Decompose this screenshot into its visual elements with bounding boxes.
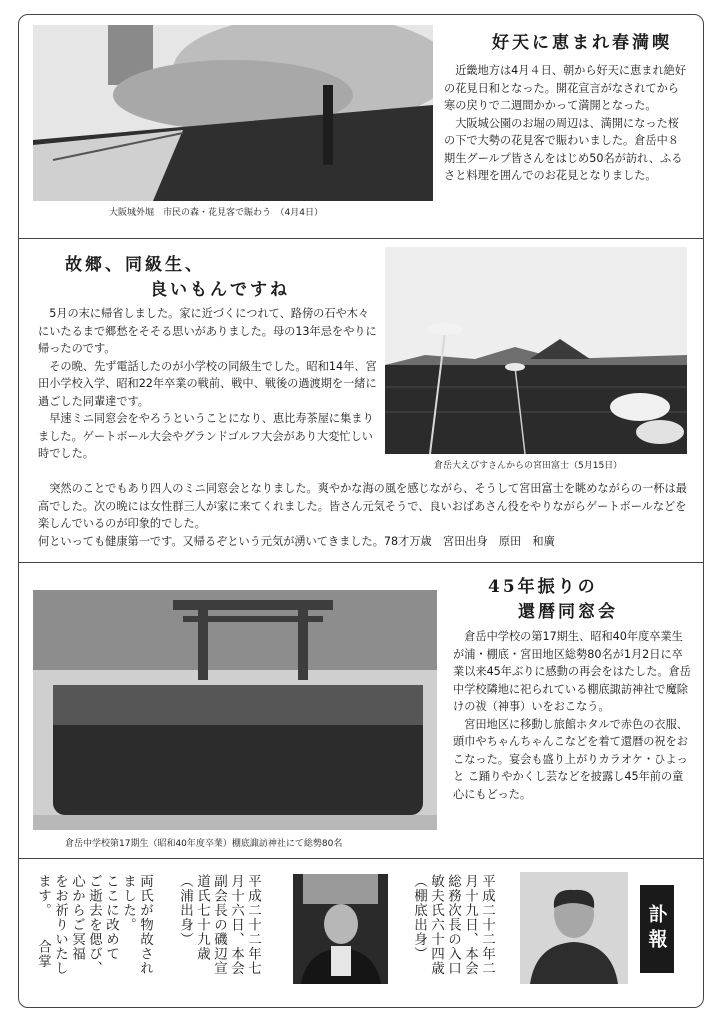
obit-line: をお祈りいたし (52, 874, 68, 976)
section-title-2b: 良いもんですね (150, 280, 290, 300)
obit-line: （棚底出身） (411, 874, 427, 961)
obit-line: 総務次長の入口 (445, 874, 461, 976)
reunion-illustration (33, 590, 437, 830)
obit-line: 月十九日、本会 (462, 874, 478, 976)
section-title-2a: 故郷、同級生、 (65, 255, 205, 275)
obit-line: ご逝去を偲び、 (86, 874, 102, 976)
paragraph: 5月の末に帰省しました。家に近づくにつれて、路傍の石や木々にいたるまで郷愁をそそる思いがありました。母の13年忌をやりに帰ったのです。 (38, 307, 377, 355)
section-title-1: 好天に恵まれ春満喫 (492, 33, 672, 53)
article-body-2-wide (38, 480, 688, 550)
obituary-label: 訃報 (640, 885, 674, 973)
portrait-photo-left (293, 874, 388, 984)
obit-line: 心からご冥福 (69, 874, 85, 961)
paragraph: その晩、先ず電話したのが小学校の同級生でした。昭和14年、宮田小学校入学、昭和22年卒業の戦前、戦中、戦後の過渡期を一緒に過ごした同輩達です。 (38, 359, 377, 408)
cherry-blossom-photo (33, 25, 433, 201)
article-body-3 (453, 628, 693, 803)
divider-2 (18, 562, 704, 563)
portrait-right-illustration (520, 872, 628, 984)
paragraph: 宮田地区に移動し旅館ホタルで赤色の衣服、頭巾やちゃんちゃんこなどを着て還暦の祝をおこなった。宴会も盛り上がりカラオケ・ひよっと こ踊りやかくし芸などを披露し45年前の童心にもどった。 (453, 717, 688, 801)
divider-1 (18, 238, 704, 239)
divider-3 (18, 858, 704, 859)
obit-line: 平成二十二年二 (479, 874, 495, 976)
section-title-3b: 還暦同窓会 (518, 602, 618, 622)
article-body-2 (38, 305, 380, 463)
obit-line: 月十六日、本会 (228, 874, 244, 976)
paragraph: 倉岳中学校の第17期生、昭和40年度卒業生が浦・棚底・宮田地区総勢80名が1月2日に卒業以来45年ぶりに感動の再会をはたした。倉岳中学校隣地に祀られている棚底諏訪神社で魔除けの祓（神事）いをおこなう。 (453, 630, 691, 713)
miyata-fuji-photo (385, 247, 687, 454)
paragraph: 大阪城公園のお堀の周辺は、満開になった桜の下で大勢の花見客で賑わいました。倉岳中８期生グールプ皆さんをはじめ50名が訪れ、ふるさと料理を囲んでのお花見となりました。 (444, 116, 683, 182)
obit-line: 副会長の磯辺宣 (211, 874, 227, 976)
portrait-left-illustration (293, 874, 388, 984)
photo-caption-1: 大阪城外堀 市民の森・花見客で賑わう （4月4日） (109, 208, 323, 218)
paragraph: 突然のことでもあり四人のミニ同窓会となりました。爽やかな海の風を感じながら、そうして宮田富士を眺めながらの一杯は最高でした。次の晩には女性群三人が家に来てくれました。皆さん元気そうで、良いおばあさん役をやりながらゲートボールなどを楽しんでいるのが印象的でした。 (38, 482, 687, 530)
obituary-column-middle (176, 874, 261, 994)
miyata-fuji-illustration (385, 247, 687, 454)
obit-line: （浦出身） (177, 874, 193, 947)
obit-line: 敏夫氏六十四歳 (428, 874, 444, 976)
obit-line: ます。 合掌 (35, 874, 51, 969)
paragraph: 早速ミニ同窓会をやろうということになり、恵比寿茶屋に集まりました。ゲートボール大会やグランドゴルフ大会があり大変忙しい時でした。 (38, 412, 374, 460)
obituary-column-left (34, 874, 153, 994)
paragraph: 何といっても健康第一です。又帰るぞという元気が湧いてきました。78才万歳 宮田出身 原田 和廣 (38, 534, 555, 548)
reunion-group-photo (33, 590, 437, 830)
portrait-photo-right (520, 872, 628, 984)
obit-line: ここに改めて (103, 874, 119, 961)
obit-line: 道氏七十九歳 (194, 874, 210, 961)
photo-caption-3: 倉岳中学校第17期生（昭和40年度卒業）棚底諏訪神社にて総勢80名 (65, 839, 343, 849)
cherry-blossom-illustration (33, 25, 433, 201)
section-title-3a: 45年振りの (488, 577, 598, 597)
obit-line: 両氏が物故され (137, 874, 153, 976)
obit-line: ました。 (120, 874, 136, 932)
paragraph: 近畿地方は4月４日、朝から好天に恵まれ絶好の花見日和となった。開花宣言がなされてから寒の戻りで二週間かかって満開となった。 (444, 64, 687, 112)
obit-line: 平成二十二年七 (245, 874, 261, 976)
article-body-1 (444, 62, 688, 185)
photo-caption-2: 倉岳大えびすさんからの宮田富士（5月15日） (434, 461, 623, 471)
obituary-column-right (410, 874, 495, 994)
